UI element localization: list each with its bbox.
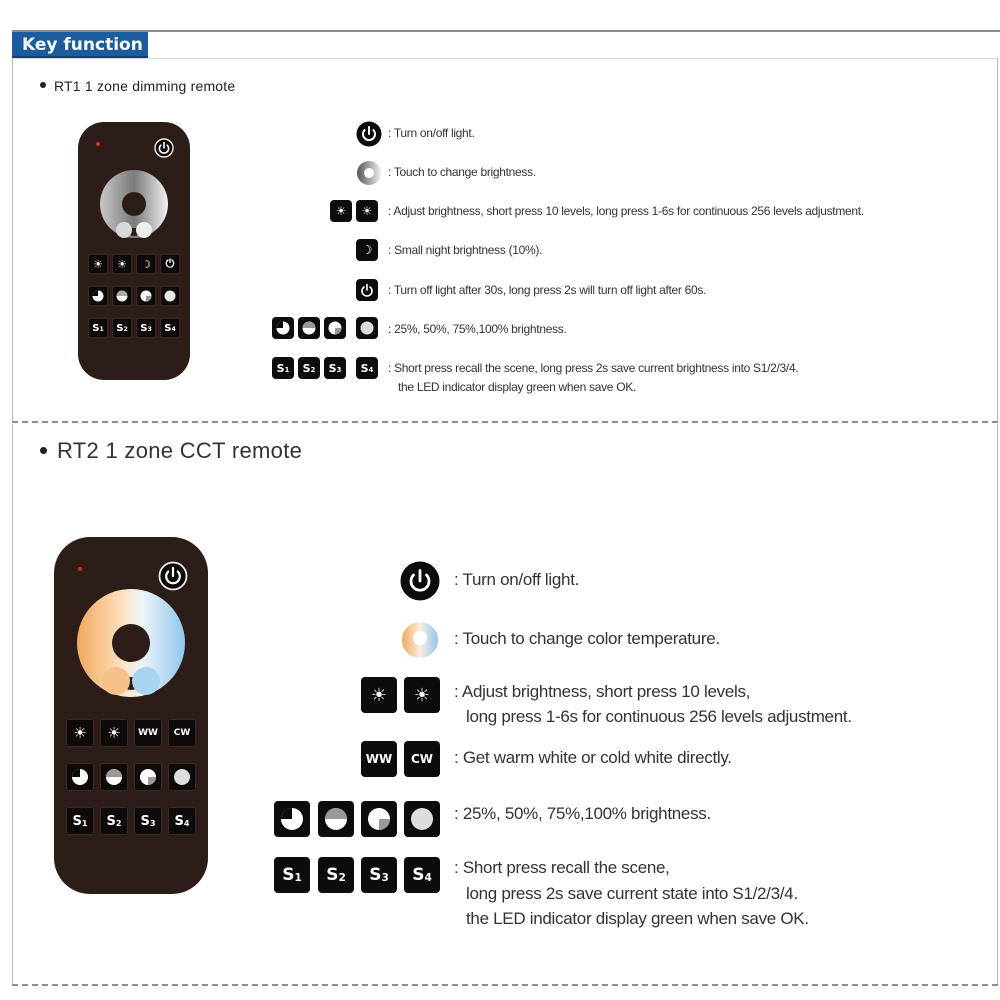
brightness-down-icon: ☀ <box>361 677 397 713</box>
rt2-remote <box>54 537 208 894</box>
level-100-icon <box>404 801 440 837</box>
scene-1-icon: S 1 <box>272 357 294 379</box>
brightness-100-button[interactable] <box>168 763 196 791</box>
section-divider <box>12 421 998 423</box>
bullet-icon <box>40 447 47 454</box>
rt2-brightness-desc-2: long press 1-6s for continuous 256 levels adjustment. <box>466 707 852 726</box>
header-rule <box>12 30 1000 32</box>
brightness-25-button[interactable] <box>88 286 108 306</box>
rt1-power-desc: : Turn on/off light. <box>388 126 475 140</box>
half-circle-icon <box>105 768 123 786</box>
brightness-up-icon: ☀ <box>356 200 378 222</box>
brightness-up-icon: ☀ <box>404 677 440 713</box>
scene-1-button[interactable]: S 1 <box>88 318 108 338</box>
timer-off-icon <box>356 279 378 301</box>
rt1-brightness-desc: : Adjust brightness, short press 10 levels, long press 1-6s for continuous 256 levels adjustment. <box>388 204 864 218</box>
color-temp-touch-ring[interactable] <box>74 589 188 701</box>
brightness-50-button[interactable] <box>100 763 128 791</box>
level-25-icon <box>274 801 310 837</box>
level-25-icon <box>272 317 294 339</box>
scene-4-button[interactable]: S 4 <box>168 807 196 835</box>
scene-2-button[interactable]: S 2 <box>100 807 128 835</box>
warm-white-icon: WW <box>361 741 397 777</box>
rt1-levels-desc: : 25%, 50%, 75%,100% brightness. <box>388 322 567 336</box>
scene-3-icon: S 3 <box>324 357 346 379</box>
power-button[interactable] <box>158 561 188 591</box>
bottom-divider <box>12 984 998 986</box>
rt2-color-temp-desc: : Touch to change color temperature. <box>454 629 720 648</box>
level-75-icon <box>361 801 397 837</box>
led-indicator <box>78 567 82 571</box>
rt1-timer-desc: : Turn off light after 30s, long press 2s will turn off light after 60s. <box>388 283 707 297</box>
rt2-scene-desc: : Short press recall the scene, <box>454 858 670 877</box>
brightness-50-button[interactable] <box>112 286 132 306</box>
brightness-down-icon: ☀ <box>330 200 352 222</box>
scene-3-icon: S 3 <box>361 857 397 893</box>
three-quarter-circle-icon <box>140 290 152 302</box>
scene-2-icon: S 2 <box>318 857 354 893</box>
timer-off-button[interactable]: ⏻ <box>160 254 180 274</box>
full-circle-icon <box>164 290 176 302</box>
brightness-touch-ring[interactable] <box>92 168 176 244</box>
rt1-night-desc: : Small night brightness (10%). <box>388 243 543 257</box>
scene-3-button[interactable]: S 3 <box>134 807 162 835</box>
rt2-title-text: RT2 1 zone CCT remote <box>57 438 303 463</box>
brightness-down-button[interactable]: ☀ <box>66 719 94 747</box>
rt2-title <box>40 438 302 464</box>
rt2-levels-desc: : 25%, 50%, 75%,100% brightness. <box>454 804 711 823</box>
cold-white-icon: CW <box>404 741 440 777</box>
level-50-icon <box>298 317 320 339</box>
rt2-scene-desc-2: long press 2s save current state into S1/2/3/4. <box>466 884 798 903</box>
power-icon <box>400 561 440 601</box>
bullet-icon <box>40 82 46 88</box>
scene-1-button[interactable]: S 1 <box>66 807 94 835</box>
rt2-brightness-desc: : Adjust brightness, short press 10 levels, <box>454 682 751 701</box>
level-100-icon <box>356 317 378 339</box>
power-icon <box>154 138 174 158</box>
power-icon <box>356 121 382 147</box>
rt1-title <box>40 78 235 94</box>
rt2-scene-desc-3: the LED indicator display green when save OK. <box>466 909 809 928</box>
rt1-remote <box>78 122 190 380</box>
brightness-up-button[interactable]: ☀ <box>100 719 128 747</box>
brightness-down-button[interactable]: ☀ <box>88 254 108 274</box>
scene-1-icon: S 1 <box>274 857 310 893</box>
rt1-scene-desc-2: the LED indicator display green when save OK. <box>398 380 636 394</box>
cold-white-button[interactable]: CW <box>168 719 196 747</box>
brightness-up-button[interactable]: ☀ <box>112 254 132 274</box>
rt1-scene-desc: : Short press recall the scene, long press 2s save current brightness into S1/2/3/4. <box>388 361 799 375</box>
brightness-100-button[interactable] <box>160 286 180 306</box>
brightness-touch-ring-icon <box>356 160 382 186</box>
brightness-75-button[interactable] <box>134 763 162 791</box>
level-50-icon <box>318 801 354 837</box>
scene-2-button[interactable]: S 2 <box>112 318 132 338</box>
rt1-touch-desc: : Touch to change brightness. <box>388 165 536 179</box>
scene-2-icon: S 2 <box>298 357 320 379</box>
warm-white-button[interactable]: WW <box>134 719 162 747</box>
night-light-button[interactable]: ☽ <box>136 254 156 274</box>
quarter-circle-icon <box>92 290 104 302</box>
color-temp-touch-icon <box>400 620 440 660</box>
led-indicator <box>96 142 100 146</box>
level-75-icon <box>324 317 346 339</box>
brightness-25-button[interactable] <box>66 763 94 791</box>
brightness-75-button[interactable] <box>136 286 156 306</box>
power-icon <box>158 561 188 591</box>
full-circle-icon <box>173 768 191 786</box>
rt2-ww-cw-desc: : Get warm white or cold white directly. <box>454 748 732 767</box>
scene-4-icon: S 4 <box>356 357 378 379</box>
scene-4-button[interactable]: S 4 <box>160 318 180 338</box>
scene-3-button[interactable]: S 3 <box>136 318 156 338</box>
rt2-power-desc: : Turn on/off light. <box>454 570 580 589</box>
rt1-title-text: RT1 1 zone dimming remote <box>54 78 236 94</box>
night-light-icon: ☽ <box>356 239 378 261</box>
power-button[interactable] <box>154 138 174 158</box>
scene-4-icon: S 4 <box>404 857 440 893</box>
key-function-tab[interactable]: Key function <box>12 32 148 58</box>
quarter-circle-icon <box>71 768 89 786</box>
three-quarter-circle-icon <box>139 768 157 786</box>
half-circle-icon <box>116 290 128 302</box>
